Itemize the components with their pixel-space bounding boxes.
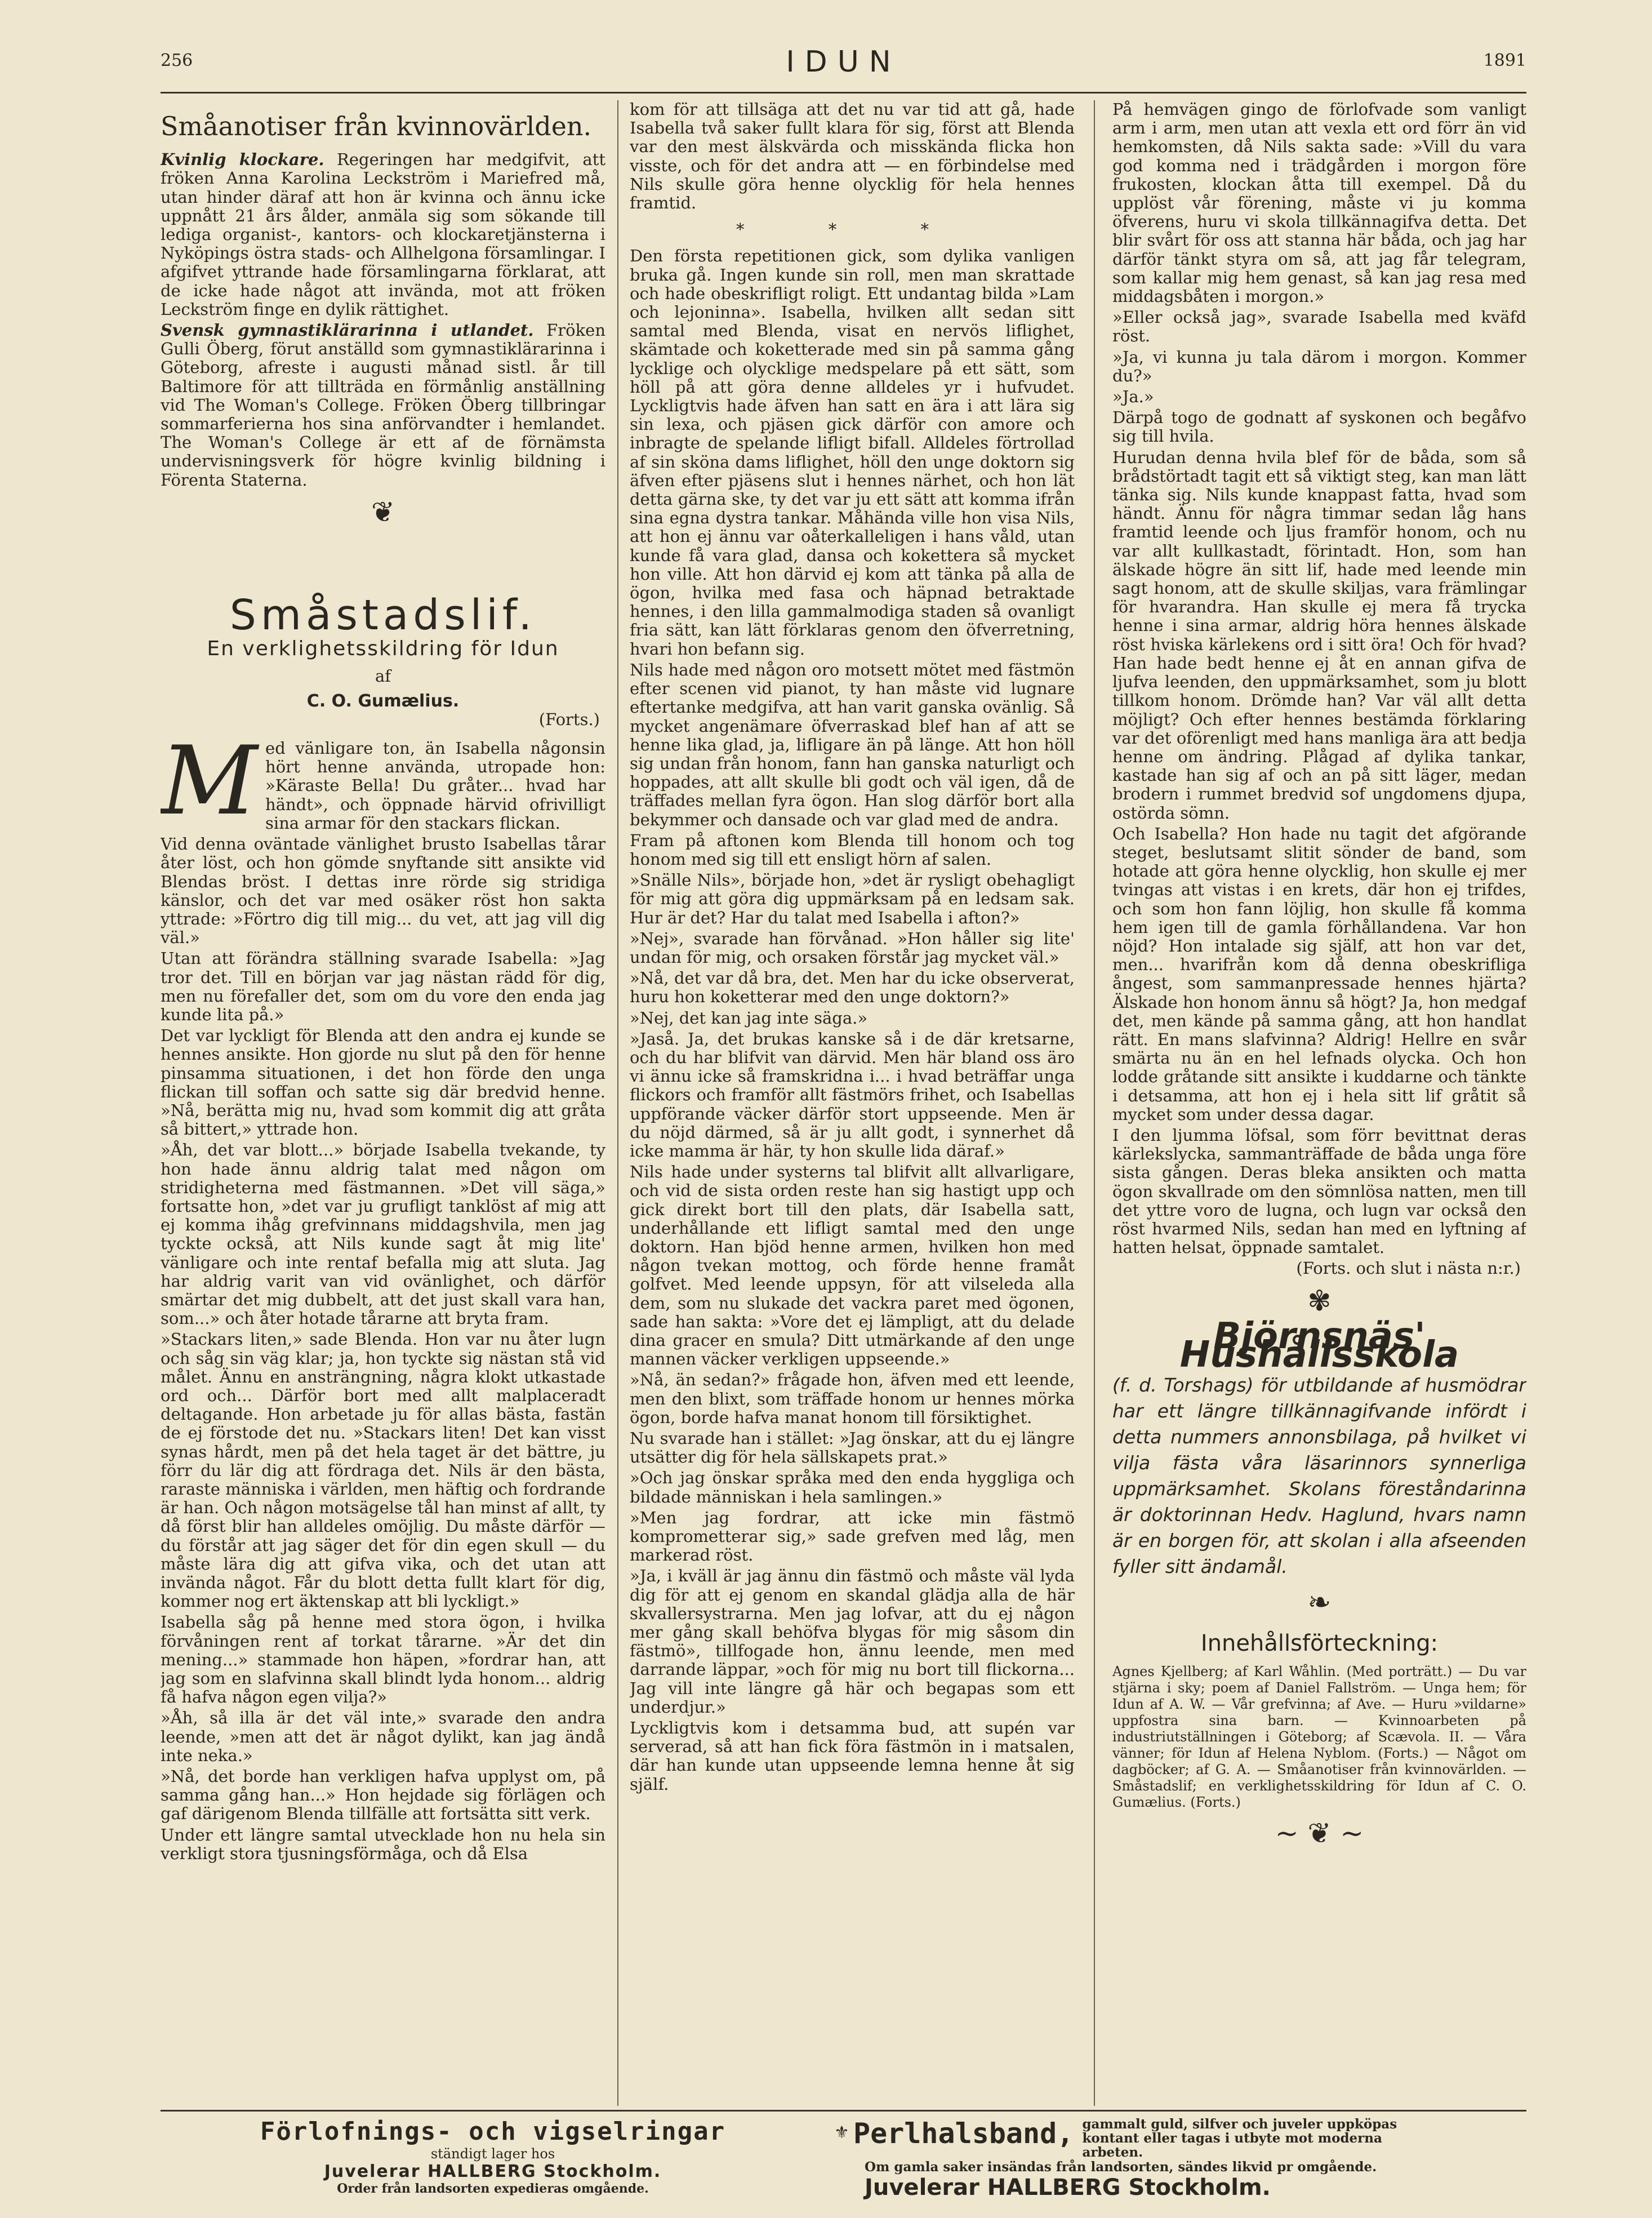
pearls-ad-title: Perlhalsband, (853, 2117, 1074, 2150)
column-1 (161, 100, 605, 2106)
ad-title: Björnsnäs' Hushållsskola (1179, 1315, 1459, 1376)
story-paragraph: »Nej, det kan jag inte säga.» (630, 1008, 868, 1028)
story-paragraph: Det var lyckligt för Blenda att den andra ej kunde se hennes ansikte. Hon gjorde nu slut på den för henne pinsamma situationen, i det hon förde den unga flickan till soffan och satte sig där bredvid henne. »Nå, berätta mig nu, hvad som kommit dig att gråta så bittert,» yttrade hon. (161, 1026, 605, 1139)
story-paragraph: »Nå, det var då bra, det. Men har du icke observerat, huru hon koketterar med den unge doktorn?» (630, 968, 1075, 1007)
story-paragraph (161, 726, 605, 837)
story-paragraph: »Men jag fordrar, att icke min fästmö komprometterar sig,» sade grefven med låg, men markerad röst. (630, 1508, 1075, 1565)
notice-1-text: Regeringen har medgifvit, att fröken Anna Karolina Leckström i Mariefred må, utan hinder däraf att hon är kvinna och ännu icke uppnått 21 års ålder, anmäla sig som sökande till lediga organist-, kantors- och klockaretjänsterna i Nyköpings östra stads- och Allhelgona församlingar. I afgifvet yttrande hade församlingarna förklarat, att de icke hade något att invända, mot att fröken Leckström finge en dylik rättighet. (161, 150, 605, 319)
story-af: af (375, 666, 391, 686)
story-paragraph: »Snälle Nils», började hon, »det är rysligt obehagligt för mig att göra dig uppmärksam på en ledsam sak. Hur är det? Har du talat med Isabella i afton?» (630, 870, 1075, 927)
story-paragraph: Hurudan denna hvila blef för de båda, som så brådstörtadt tagit ett så viktigt steg, kan man lätt tänka sig. Nils kunde knappast fatta, hvad som händt. Ännu för några timmar sedan låg hans framtid leende och ljus framför honom, och nu var allt kullkastadt, förintadt. Hon, som han älskade högre än sitt lif, hade med leende min sagt honom, att de skulle skiljas, vara främlingar för hvarandra. Han skulle ej mera få trycka henne i sina armar, aldrig höra hennes älskade röst hviska kärlekens ord i sitt öra! Och för hvad? Han hade bedt henne ej åt en annan gifva de ljufva leenden, den uppmärksamhet, som ju blott tillkom honom. Drömde han? Var väl allt detta möjligt? Och efter hennes bestämda förklaring var det oförenligt med hans manliga ära att bedja henne om ändring. Plågad af dylika tankar, kastade han sig af och an på sitt läger, medan brodern i rummet bredvid sof ungdomens djupa, ostörda sömn. (1112, 447, 1526, 823)
story-paragraph: Isabella såg på henne med stora ögon, i hvilka förvåningen rent af torkat tårarne. »Är det din mening...» stammade hon häpen, »fordrar han, att jag som en slafvinna skall blindt lyda honom... aldrig få hafva någon egen vilja?» (161, 1612, 605, 1707)
story-paragraph: Under ett längre samtal utvecklade hon nu hela sin verkligt stora tjusningsförmåga, och då Elsa (161, 1825, 605, 1863)
story-paragraph: »Och jag önskar språka med den enda hyggliga och bildade människan i hela samlingen.» (630, 1468, 1075, 1506)
column-divider (617, 100, 618, 2106)
notice-2-heading: Svensk gymnastiklärarinna i utlandet. (161, 321, 534, 340)
story-paragraph: »Åh, det var blott...» började Isabella tvekande, ty hon hade ännu aldrig talat med någon om stridigheterna med fästmannen. »Det vill säga,» fortsatte hon, »det var ju grufligt tanklöst af mig att ej komma ihåg grefvinnans middagshvila, men jag tyckte också, att Nils kunde sagt åt mig lite' vänligare och inte rentaf befalla mig att sluta. Jag har aldrig varit van vid ovänlighet, och därför smärtar det mig dubbelt, att det just skall vara han, som...» och åter hotade tårarne att bryta fram. (161, 1140, 605, 1328)
story-paragraph: I den ljumma löfsal, som förr bevittnat deras kärlekslycka, sammanträffade de båda unga före sista gången. Deras bleka ansikten och matta ögon skvallrade om den sömnlösa natten, men till det yttre voro de lugna, och lugn var också den röst hvarmed Nils, sedan han med en lyftning af hatten helsat, öppnade samtalet. (1112, 1125, 1526, 1257)
story-paragraph: På hemvägen gingo de förlofvade som vanligt arm i arm, men utan att vexla ett ord förr än vid hemkomsten, då Nils sakta sade: »Vill du vara god komma ned i trädgården i morgon före frukosten, klockan åtta till exempel. Då du upplöst vår förening, måste vi ju komma öfverens, huru vi skola tillkännagifva detta. Det blir svårt för oss att stanna här båda, och jag har därför tänkt styra om så, att jag får telegram, som kallar mig hem genast, så kan jag resa med middagsbåten i morgon.» (1112, 100, 1526, 306)
masthead: IDUN (786, 45, 901, 79)
story-paragraph: Fram på aftonen kom Blenda till honom och tog honom med sig till ett ensligt hörn af salen. (630, 830, 1075, 869)
pearls-ad-jeweler: Juvelerar HALLBERG Stockholm. (865, 2175, 1271, 2201)
rings-ad-sub: ständigt lager hos (430, 2146, 555, 2162)
story-paragraph: »Nå, det borde han verkligen hafva upplyst om, på samma gång han...» Hon hejdade sig förlägen och gaf därigenom Blenda tillfälle att fortsätta sitt verk. (161, 1767, 605, 1824)
divider-ornament-icon: ⚜ (834, 2123, 849, 2143)
drop-cap: M (161, 726, 258, 837)
story-paragraph: »Nej», svarade han förvånad. »Hon håller sig lite' undan för mig, och orsaken förstår jag mycket väl.» (630, 928, 1075, 967)
story-paragraph: Nils hade under systerns tal blifvit allt allvarligare, och vid de sista orden reste han sig hastigt upp och gick direkt bort till den plats, där Isabella satt, underhållande ett lifligt samtal med den unge doktorn. Han bjöd henne armen, hvilken hon med någon tvekan mottog, och förde henne framåt golfvet. Med leende uppsyn, för att vilseleda alla dem, som nu slukade det vackra paret med ögonen, sade han sakta: »Vore det ej lämpligt, att du delade dina gracer en smula? Ditt utmärkande af den unge mannen väcker verkligen uppseende.» (630, 1162, 1075, 1369)
footer-ad-left (161, 2117, 825, 2196)
flower-ornament-icon: ❦ (371, 495, 395, 528)
story-author: C. O. Gumælius. (306, 691, 460, 711)
story-paragraph: Nu svarade han i stället: »Jag önskar, att du ej längre utsätter dig för hela sällskapets prat.» (630, 1429, 1075, 1467)
notice-1 (161, 150, 605, 319)
story-paragraph: Vid denna oväntade vänlighet brusto Isabellas tårar åter löst, och hon gömde snyftande sitt ansikte vid Blendas bröst. I dettas inre rörde sig stridiga känslor, och det var med osäker röst hon sakta yttrade: »Förtro dig till mig... du vet, att jag vill dig väl.» (161, 834, 605, 948)
footer-ads (161, 2110, 1526, 2201)
notice-2 (161, 321, 605, 490)
ad-text: (f. d. Torshags) för utbildande af husmödrar har ett längre tillkännagifvande infördt i detta nummers annonsbilaga, på hvilket vi vilja fästa våra läsarinnors synnerliga uppmärksamhet. Skolans föreståndarinna är doktorinnan Hedv. Haglund, hvars namn är en borgen för, att skolan i alla afseenden fyller sitt ändamål. (1112, 1374, 1526, 1578)
story-paragraph: »Eller också jag», svarade Isabella med kväfd röst. (1112, 308, 1526, 346)
story-continued-next: (Forts. och slut i nästa n:r.) (1296, 1259, 1521, 1278)
toc-title: Innehållsförteckning: (1200, 1630, 1439, 1657)
pearls-ad-sub: Om gamla saker insändas från landsorten, sändes likvid pr omgående. (865, 2159, 1377, 2175)
page-number: 256 (161, 51, 193, 70)
story-paragraph: Den första repetitionen gick, som dylika vanligen bruka gå. Ingen kunde sin roll, men man skrattade och hade obeskrifligt roligt. Ett undantag bilda »Lam och lejoninna». Isabella, hvilken allt sedan sitt samtal med Blenda, visat en nervös liflighet, skämtade och koketterade med sin på samma gång lycklige och olycklige medspelare på ett sätt, som höll på att göra denne alldeles yr i hufvudet. Lyckligtvis hade äfven han satt en ära i att lära sig sin lexa, och pjäsen gick därför con amore och inbragte de spelande lifligt bifall. Alldeles förtrollad af sin sköna dams liflighet, höll den unge doktorn sig äfven efter pjäsens slut i hennes närhet, och hon lät detta gärna ske, ty det var ju ett sätt att komma ifrån sina egna dystra tankar. Måhända ville hon visa Nils, att hon ej ännu var oåterkalleligen i hans våld, utan kunde få vara glad, dansa och kokettera så mycket hon ville. Att hon därvid ej kom att tänka på alla de ögon, hvilka med fasa och häpnad betraktade hennes, i den lilla gammalmodiga staden så ovanligt fria sätt, kan lätt förklaras genom den öfverretning, hvari hon befann sig. (630, 246, 1075, 659)
story-paragraph: Lyckligtvis kom i detsamma bud, att supén var serverad, så att han fick föra fästmön in i matsalen, där han kunde utan uppseende lemna henne åt sig själf. (630, 1718, 1075, 1794)
page-header (161, 45, 1526, 85)
pearls-ad-note: gammalt guld, silfver och juveler uppköpas kontant eller tagas i utbyte mot moderna arbeten. (1082, 2117, 1397, 2160)
paragraph-text: ed vänligare ton, än Isabella någonsin hört henne använda, utropade hon: »Käraste Bella! Du gråter... hvad har händt», och öppnade härvid ofrivilligt sina armar för den stackars flickan. (265, 739, 605, 833)
column-3 (1112, 100, 1526, 2106)
flourish-ornament-icon: ~ ❦ ~ (1275, 1816, 1364, 1850)
pearls-ad-header (853, 2117, 1526, 2159)
story-paragraph: kom för att tillsäga att det nu var tid att gå, hade Isabella två saker fullt klara för sig, först att Blenda var den mest älskvärda och misskända flicka hon visste, och för det andra att — en förbindelse med Nils skulle göra henne olycklig för hela hennes framtid. (630, 100, 1075, 213)
story-paragraph: »Nå, än sedan?» frågade hon, äfven med ett leende, men den blixt, som träffade honom ur hennes mörka ögon, borde hafva manat honom till försiktighet. (630, 1370, 1075, 1427)
story-paragraph: Nils hade med någon oro motsett mötet med fästmön efter scenen vid pianot, ty han måste vid lugnare eftertanke medgifva, att han varit ganska ovänlig. Så mycket angenämare öfverraskad blef han af att se henne lika glad, ja, lifligare än på länge. Att hon höll sig undan från honom, fann han ganska naturligt och hoppades, att allt skulle bli godt och väl igen, då de träffades mellan fyra ögon. Han slog därför bort alla bekymmer och dansade och var glad med de andra. (630, 660, 1075, 829)
column-2 (630, 100, 1075, 2106)
header-rule (161, 92, 1526, 94)
story-paragraph: Och Isabella? Hon hade nu tagit det afgörande steget, beslutsamt slitit sönder de band, som hotade att göra henne olycklig, hon skulle ej mer tvingas att vistas i en krets, där hon ej trifdes, och som hon fann löjlig, hon skulle få komma hem igen till de gamla förhållandena. Var hon nöjd? Hon intalade sig själf, att hon var det, men... hvarifrån kom då denna obeskrifliga ångest, som sammanpressade hennes hjärta? Älskade hon honom ännu så högt? Ja, hon medgaf det, men kände på samma gång, att hon handlat rätt. En mans slafvinna? Aldrig! Hellre en svår smärta nu än en hel lefnads olycka. Och hon lodde gråtande sitt ansikte i kuddarne och tänkte i detsamma, att hon ej i hela sitt lif gråtit så mycket som under dessa dagar. (1112, 824, 1526, 1124)
story-title: Småstadslif. (229, 591, 537, 640)
story-paragraph: »Ja.» (1112, 387, 1154, 407)
rings-ad-title: Förlofnings- och vigselringar (260, 2117, 726, 2146)
story-paragraph: »Åh, så illa är det väl inte,» svarade den andra leende, »men att det är något dylikt, kan jag ändå inte neka.» (161, 1708, 605, 1765)
year: 1891 (1483, 51, 1526, 70)
section-break-stars: * * * (736, 220, 968, 239)
story-paragraph: Därpå togo de godnatt af syskonen och begåfvo sig till hvila. (1112, 408, 1526, 446)
story-subtitle: En verklighetsskildring för Idun (207, 637, 559, 661)
toc-text: Agnes Kjellberg; af Karl Wåhlin. (Med porträtt.) — Du var stjärna i sky; poem af Daniel Fallström. — Unga hem; för Idun af A. W. — Vår grefvinna; af Ave. — Huru »vildarne» uppfostra sina barn. — Kvinnoarbeten på industriutställningen i Göteborg; af Scævola. II. — Våra vänner; för Idun af Helena Nyblom. (Forts.) — Något om dagböcker; af G. A. — Småanotiser från kvinnovärlden. — Småstadslif; en verklighetsskildring för Idun af C. O. Gumælius. (Forts.) (1112, 1663, 1526, 1810)
notice-2-text: Fröken Gulli Öberg, förut anställd som gymnastiklärarinna i Göteborg, afreste i augusti månad sistl. år till Baltimore för att tillträda en förmånlig anställning vid The Woman's College. Fröken Öberg tillbringar sommarferierna hos sina anförvandter i hemlandet. The Woman's College är ett af de förnämsta undervisningsverk för högre kvinlig bildning i Förenta Staterna. (161, 321, 605, 490)
story-continued: (Forts.) (538, 709, 600, 729)
ornament-icon: ✾ (1307, 1284, 1332, 1317)
footer-ad-right (853, 2117, 1526, 2201)
story-paragraph: »Ja, vi kunna ju tala därom i morgon. Kommer du?» (1112, 347, 1526, 385)
story-paragraph: »Jaså. Ja, det brukas kanske så i de där kretsarne, och du har blifvit van därvid. Men här bland oss äro vi ännu icke så framskridna i... i hvad beträffar unga flickors och framför allt fästmörs frihet, och Isabellas uppförande väcker därför stort uppseende. Men är du nöjd därmed, så är ju allt godt, i synnerhet då icke mamma är här, ty hon skulle lida däraf.» (630, 1029, 1075, 1161)
section-title: Småanotiser från kvinnovärlden. (161, 111, 592, 141)
story-paragraph: Utan att förändra ställning svarade Isabella: »Jag tror det. Till en början var jag nästan rädd för dig, men nu förefaller det, som om du vore den enda jag kunde lita på.» (161, 949, 605, 1024)
column-divider (1094, 100, 1095, 2106)
story-paragraph: »Stackars liten,» sade Blenda. Hon var nu åter lugn och såg sin väg klar; ja, hon tyckte sig nästan stå vid målet. Ännu en ansträngning, några klokt utkastade ord och... Därför bort med allt malplaceradt deltagande. Hon arbetade ju för allas bästa, fastän de ej förstode det nu. »Stackars liten! Det kan visst synas hårdt, men på det hela taget är det bättre, ju förr du lär dig att fördraga det. Nils är den bästa, raraste människa i världen, men häftig och fordrande är han. Och någon motsägelse tål han minst af allt, ty då först blir han alldeles omöjlig. Du måste därför — du förstår att jag säger det för din egen skull — du måste lära dig att gifva vika, och det utan att invända något. Får du blott detta fullt klart för dig, kommer nog ert äktenskap att bli lyckligt.» (161, 1330, 605, 1611)
rings-ad-order: Order från landsorten expedieras omgående. (337, 2181, 649, 2196)
story-paragraph: »Ja, i kväll är jag ännu din fästmö och måste väl lyda dig för att ej genom en skandal glädja alla de här skvallersystrarna. Men jag lofvar, att du ej någon mer gång skall behöfva blygas för mig såsom din fästmö», tillfogade hon, ännu leende, men med darrande läppar, »och för mig nu bort till flickorna... Jag vill inte längre gå här och begapas som ett underdjur.» (630, 1566, 1075, 1717)
notice-1-heading: Kvinlig klockare. (161, 150, 324, 170)
rings-ad-jeweler: Juvelerar HALLBERG Stockholm. (324, 2162, 662, 2181)
ornament-icon: ❧ (1307, 1586, 1332, 1619)
